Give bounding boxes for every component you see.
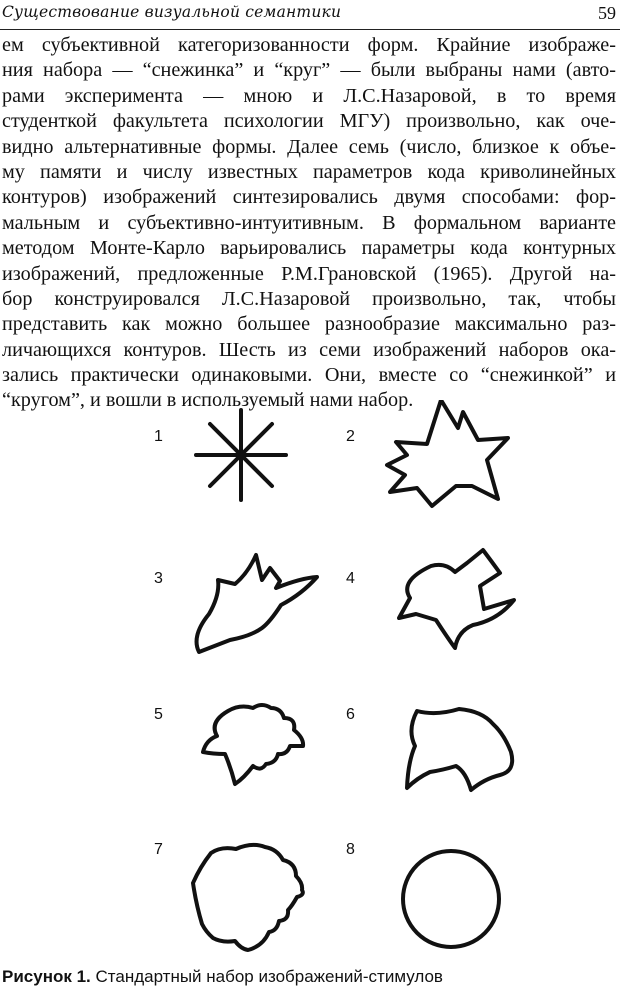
circle-shape <box>403 851 499 947</box>
text-line: “кругом”, и вошли в используемый нами набор. <box>2 389 414 412</box>
blob-shape <box>407 709 512 790</box>
caption-text: Стандартный набор изображений-стимулов <box>90 967 443 986</box>
text-line: зались практически одинаковыми. Они, вместе со “снежинкой” и <box>2 364 616 387</box>
figure-label-2: 2 <box>346 428 355 445</box>
figure-label-3: 3 <box>154 570 163 587</box>
snowflake-shape <box>196 410 286 500</box>
arrow-like-shape <box>197 555 317 652</box>
figure-caption <box>2 967 443 987</box>
figure-label-1: 1 <box>154 428 163 445</box>
header-rule <box>0 29 620 30</box>
page-number: 59 <box>598 3 616 23</box>
text-line: ния набора — “снежинка” и “круг” — были выбраны нами (авто- <box>2 59 616 82</box>
figure-label-7: 7 <box>154 841 163 858</box>
text-line: мальным и субъективно-интуитивным. В формальном варианте <box>2 211 616 234</box>
leaf-like-shape <box>193 845 303 950</box>
text-line: видно альтернативные формы. Далее семь (число, близкое к объе- <box>2 135 616 158</box>
running-title: Существование визуальной семантики <box>2 3 342 21</box>
text-line: контуров) изображений синтезировались двумя способами: фор- <box>2 186 616 209</box>
stimulus-shapes <box>0 400 620 962</box>
text-line: бор конструировался Л.С.Назаровой произвольно, так, чтобы <box>2 287 616 310</box>
text-line: рами эксперимента — мною и Л.С.Назаровой, в то время <box>2 84 616 107</box>
spiky-shape <box>387 400 508 506</box>
bird-like-shape <box>399 550 514 648</box>
stimulus-figure <box>0 400 620 962</box>
running-header <box>0 0 620 30</box>
caption-label: Рисунок 1. <box>2 967 91 986</box>
text-line: методом Монте-Карло варьировались параметры кода контурных <box>2 237 616 260</box>
figure-label-6: 6 <box>346 706 355 723</box>
text-line: му памяти и числу известных параметров кода криволинейных <box>2 160 616 183</box>
text-line: личающихся контуров. Шесть из семи изображений наборов ока- <box>2 338 616 361</box>
text-line: студенткой факультета психологии МГУ) произвольно, как оче- <box>2 110 616 133</box>
figure-label-8: 8 <box>346 841 355 858</box>
figure-label-4: 4 <box>346 570 355 587</box>
figure-label-5: 5 <box>154 706 163 723</box>
text-line: представить как можно большее разнообразие максимально раз- <box>2 313 616 336</box>
text-line: ем субъективной категоризованности форм. Крайние изображе- <box>2 34 616 56</box>
text-line: изображений, предложенные Р.М.Грановской (1965). Другой на- <box>2 262 616 285</box>
cloud-like-shape <box>203 705 303 784</box>
body-paragraph <box>2 33 616 414</box>
